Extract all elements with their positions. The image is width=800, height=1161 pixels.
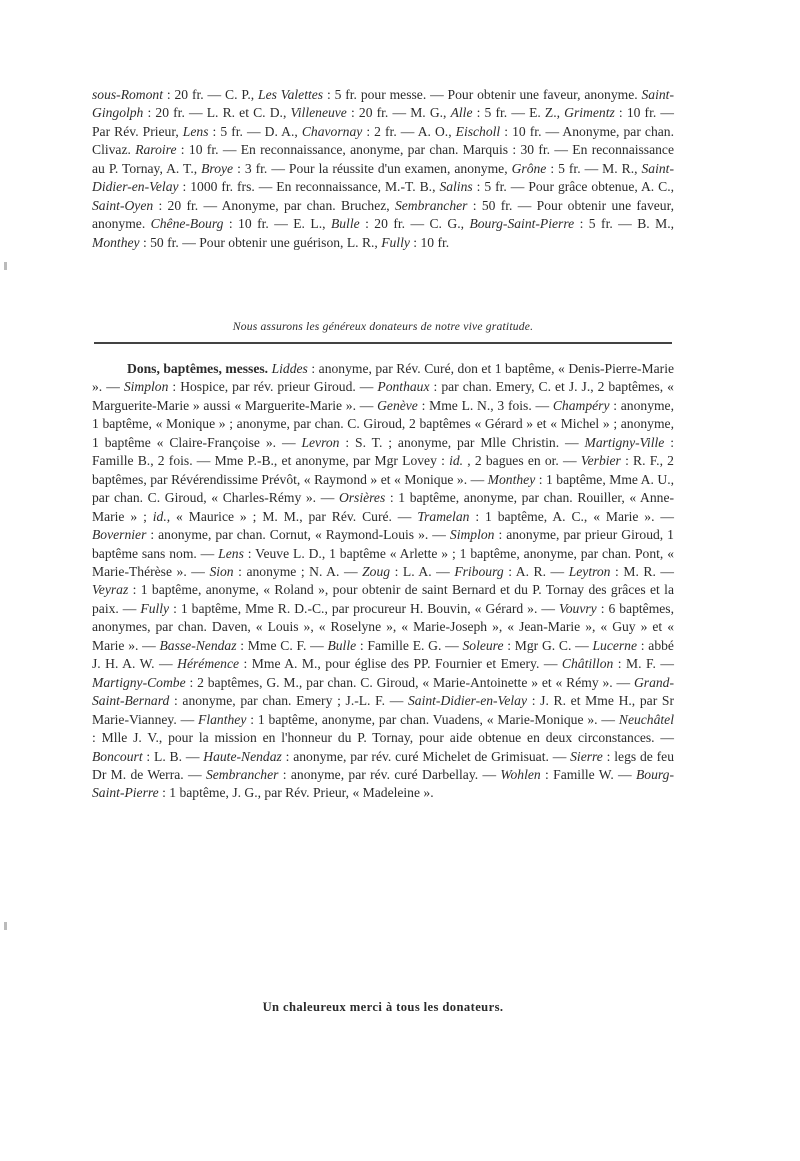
place-name: Verbier xyxy=(580,453,621,469)
place-name: Chavornay xyxy=(301,123,363,139)
scan-mark xyxy=(4,262,7,270)
place-name: Genève xyxy=(377,397,418,413)
scan-mark xyxy=(4,922,7,930)
gratitude-note: Nous assurons les généreux donateurs de notre vive gratitude. xyxy=(232,320,534,333)
place-name: Sion xyxy=(209,563,234,579)
place-name: Sembrancher xyxy=(394,197,468,213)
place-name: Bulle xyxy=(330,216,360,232)
place-name: Lens xyxy=(218,545,244,561)
place-name: Leytron xyxy=(568,563,611,579)
place-name: Veyraz xyxy=(92,582,129,598)
place-name: Fully xyxy=(381,234,410,250)
place-name: Bourg-Saint-Pierre xyxy=(469,216,575,232)
place-name: Ponthaux xyxy=(377,379,430,395)
section-lead: Dons, baptêmes, messes. xyxy=(127,361,269,376)
place-name: id. xyxy=(152,508,167,524)
place-name: Tramelan xyxy=(417,508,470,524)
place-name: sous-Romont xyxy=(92,87,163,102)
section-divider xyxy=(94,342,672,344)
place-name: Salins xyxy=(439,179,473,195)
place-name: Saint-Didier-en-Velay xyxy=(407,693,527,709)
place-name: Boncourt xyxy=(92,748,143,764)
place-name: Basse-Nendaz xyxy=(159,637,237,653)
place-name: Zoug xyxy=(362,563,391,579)
place-name: Lens xyxy=(182,123,209,139)
place-name: Neuchâtel xyxy=(618,711,674,727)
place-name: Lucerne xyxy=(592,637,638,653)
place-name: Simplon xyxy=(123,379,169,395)
place-name: Alle xyxy=(450,105,473,121)
place-name: Monthey xyxy=(487,471,536,487)
donations-paragraph: sous-Romont : 20 fr. — C. P., Les Valettes : 5 fr. pour messe. — Pour obtenir une faveur, anonyme. Saint-Gingolph : 20 fr. — L. R. et C. D., Villeneuve : 20 fr. — M. G., Alle : 5 fr. — E. Z., Grimentz : 10 fr. — Par Rév. Prieur, Lens : 5 fr. — D. A., Chavornay : 2 fr. — A. O., Eischoll : 10 fr. — Anonyme, par chan. Clivaz. Raroire : 10 fr. — En reconnaissance, anonyme, par chan. Marquis : 30 fr. — En reconnaissance au P. Tornay, A. T., Broye : 3 fr. — Pour la réussite d'un examen, anonyme, Grône : 5 fr. — M. R., Saint-Didier-en-Velay : 1000 fr. frs. — En reconnaissance, M.-T. B., Salins : 5 fr. — Pour grâce obtenue, A. C., Saint-Oyen : 20 fr. — Anonyme, par chan. Bruchez, Sembrancher : 50 fr. — Pour obtenir une faveur, anonyme. Chêne-Bourg : 10 fr. — E. L., Bulle : 20 fr. — C. G., Bourg-Saint-Pierre : 5 fr. — B. M., Monthey : 50 fr. — Pour obtenir une guérison, L. R., Fully : 10 fr. xyxy=(92,87,674,250)
place-name: Bovernier xyxy=(92,527,147,543)
place-name: Chêne-Bourg xyxy=(150,216,224,232)
gifts-baptisms-paragraph: Dons, baptêmes, messes. Liddes : anonyme, par Rév. Curé, don et 1 baptême, « Denis-Pierre-Marie ». — Simplon : Hospice, par rév. prieur Giroud. — Ponthaux : par chan. Emery, C. et J. J., 2 baptêmes, « Marguerite-Marie » aussi « Marguerite-Marie ». — Genève : Mme L. N., 3 fois. — Champéry : anonyme, 1 baptême, « Monique » ; anonyme, par chan. C. Giroud, 2 baptêmes « Gérard » et « Michel » ; anonyme, 1 baptême « Claire-Françoise ». — Levron : S. T. ; anonyme, par Mlle Christin. — Martigny-Ville : Famille B., 2 fois. — Mme P.-B., et anonyme, par Mgr Lovey : id. , 2 bagues en or. — Verbier : R. F., 2 baptêmes, par Révérendissime Prévôt, « Raymond » et « Monique ». — Monthey : 1 baptême, Mme A. U., par chan. C. Giroud, « Charles-Rémy ». — Orsières : 1 baptême, anonyme, par chan. Rouiller, « Anne-Marie » ; id., « Maurice » ; M. M., par Rév. Curé. — Tramelan : 1 baptême, A. C., « Marie ». — Bovernier : anonyme, par chan. Cornut, « Raymond-Louis ». — Simplon : anonyme, par prieur Giroud, 1 baptême sans nom. — Lens : Veuve L. D., 1 baptême « Arlette » ; 1 baptême, anonyme, par chan. Pont, « Marie-Thérèse ». — Sion : anonyme ; N. A. — Zoug : L. A. — Fribourg : A. R. — Leytron : M. R. — Veyraz : 1 baptême, anonyme, « Roland », pour obtenir de saint Bernard et du P. Tornay des grâces et la paix. — Fully : 1 baptême, Mme R. D.-C., par procureur H. Bouvin, « Gérard ». — Vouvry : 6 baptêmes, anonymes, par chan. Daven, « Louis », « Roselyne », « Marie-Joseph », « Jean-Marie », « Guy » et « Marie ». — Basse-Nendaz : Mme C. F. — Bulle : Famille E. G. — Soleure : Mgr G. C. — Lucerne : abbé J. H. A. W. — Hérémence : Mme A. M., pour église des PP. Fournier et Emery. — Châtillon : M. F. — Martigny-Combe : 2 baptêmes, G. M., par chan. C. Giroud, « Marie-Antoinette » et « Rémy ». — Grand-Saint-Bernard : anonyme, par chan. Emery ; J.-L. F. — Saint-Didier-en-Velay : J. R. et Mme H., par Sr Marie-Vianney. — Flanthey : 1 baptême, anonyme, par chan. Vuadens, « Marie-Monique ». — Neuchâtel : Mlle J. V., pour la mission en l'honneur du P. Tornay, pour aide obtenue en deux circonstances. — Boncourt : L. B. — Haute-Nendaz : anonyme, par rév. curé Michelet de Grimisuat. — Sierre : legs de feu Dr M. de Werra. — Sembrancher : anonyme, par rév. curé Darbellay. — Wohlen : Famille W. — Bourg-Saint-Pierre : 1 baptême, J. G., par Rév. Prieur, « Madeleine ». xyxy=(92,361,675,801)
place-name: Liddes xyxy=(271,361,308,376)
place-name: Sierre xyxy=(570,748,603,764)
place-name: Sembrancher xyxy=(205,766,279,782)
place-name: Saint-Gingolph xyxy=(92,87,674,121)
place-name: Soleure xyxy=(462,637,504,653)
place-name: Simplon xyxy=(449,527,495,543)
place-name: Wohlen xyxy=(500,766,541,782)
place-name: Orsières xyxy=(338,490,386,506)
place-name: Grône xyxy=(511,160,547,176)
place-name: Monthey xyxy=(92,234,140,250)
place-name: Eischoll xyxy=(455,123,501,139)
place-name: Martigny-Ville xyxy=(584,434,665,450)
place-name: Broye xyxy=(201,160,234,176)
place-name: Bulle xyxy=(327,637,357,653)
place-name: Saint-Oyen xyxy=(92,197,154,213)
place-name: Fully xyxy=(140,600,170,616)
place-name: Les Valettes xyxy=(258,87,324,102)
place-name: Villeneuve xyxy=(290,105,347,121)
place-name: Champéry xyxy=(552,397,610,413)
closing-thanks: Un chaleureux merci à tous les donateurs. xyxy=(262,1000,504,1014)
place-name: Vouvry xyxy=(558,600,597,616)
place-name: Saint-Didier-en-Velay xyxy=(92,160,674,195)
place-name: Raroire xyxy=(135,142,177,158)
place-name: Flanthey xyxy=(198,711,247,727)
place-name: Martigny-Combe xyxy=(92,674,186,690)
place-name: Hérémence xyxy=(177,656,240,672)
place-name: Grand-Saint-Bernard xyxy=(92,674,674,709)
place-name: Grimentz xyxy=(564,105,615,121)
place-name: Fribourg xyxy=(454,563,504,579)
place-name: Levron xyxy=(301,434,340,450)
place-name: id. xyxy=(449,453,464,469)
place-name: Haute-Nendaz xyxy=(203,748,282,764)
place-name: Châtillon xyxy=(561,656,614,672)
place-name: Bourg-Saint-Pierre xyxy=(92,766,674,801)
